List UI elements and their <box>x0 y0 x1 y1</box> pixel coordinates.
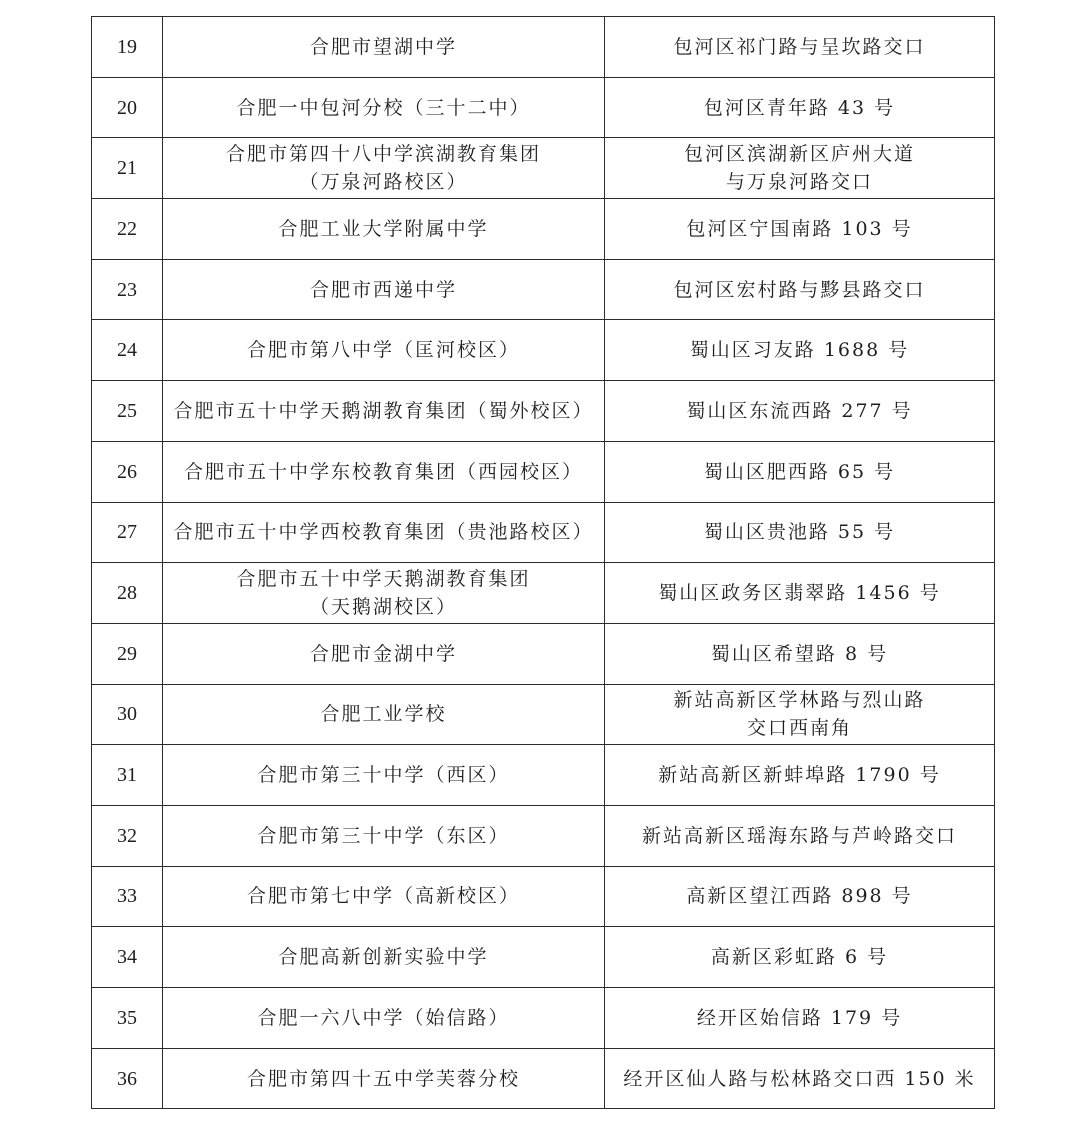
school-name-cell <box>163 1048 605 1109</box>
school-name-line: 合肥市第八中学（匡河校区） <box>246 339 520 362</box>
school-name-cell <box>163 320 605 381</box>
table-row <box>92 805 995 866</box>
school-name-line: 合肥市五十中学东校教育集团（西园校区） <box>183 460 583 483</box>
school-address-line: 蜀山区肥西路 65 号 <box>703 460 896 483</box>
school-name-line: 合肥市第七中学（高新校区） <box>246 885 520 908</box>
school-name-cell <box>163 623 605 684</box>
school-name-line: 合肥市五十中学天鹅湖教育集团 <box>236 568 531 591</box>
school-address-cell <box>605 988 995 1049</box>
school-name-line: 合肥市第三十中学（东区） <box>257 824 510 847</box>
school-address-line: 蜀山区贵池路 55 号 <box>703 521 896 544</box>
table-row <box>92 441 995 502</box>
row-number-cell: 27 <box>92 502 163 563</box>
school-name-line: 合肥市望湖中学 <box>309 35 457 58</box>
school-address-cell <box>605 866 995 927</box>
table-body <box>92 17 995 1109</box>
school-address-table <box>91 16 995 1109</box>
row-number-cell: 21 <box>92 138 163 199</box>
school-address-cell <box>605 320 995 381</box>
row-number-cell: 36 <box>92 1048 163 1109</box>
school-address-line: 与万泉河路交口 <box>725 171 873 194</box>
school-address-line: 包河区祁门路与呈坎路交口 <box>673 35 926 58</box>
table-row <box>92 502 995 563</box>
row-number-cell: 23 <box>92 259 163 320</box>
school-address-cell <box>605 805 995 866</box>
table-row <box>92 684 995 745</box>
school-address-cell <box>605 623 995 684</box>
school-address-cell <box>605 138 995 199</box>
row-number-cell: 32 <box>92 805 163 866</box>
row-number-cell: 33 <box>92 866 163 927</box>
school-name-cell <box>163 138 605 199</box>
school-name-cell <box>163 259 605 320</box>
school-name-cell <box>163 441 605 502</box>
row-number-cell: 22 <box>92 199 163 260</box>
school-address-cell <box>605 259 995 320</box>
school-name-line: 合肥市第四十五中学芙蓉分校 <box>246 1067 520 1090</box>
row-number-cell: 31 <box>92 745 163 806</box>
school-address-line: 包河区宏村路与黟县路交口 <box>673 278 926 301</box>
school-name-line: 合肥市五十中学西校教育集团（贵池路校区） <box>173 521 594 544</box>
school-name-cell <box>163 805 605 866</box>
school-name-line: 合肥市金湖中学 <box>309 642 457 665</box>
school-name-line: 合肥市西递中学 <box>309 278 457 301</box>
school-address-cell <box>605 745 995 806</box>
school-address-line: 经开区仙人路与松林路交口西 150 米 <box>623 1067 976 1090</box>
school-name-line: 合肥一六八中学（始信路） <box>257 1006 510 1029</box>
table-row <box>92 927 995 988</box>
school-name-cell <box>163 684 605 745</box>
table-row <box>92 320 995 381</box>
school-name-line: 合肥市五十中学天鹅湖教育集团（蜀外校区） <box>173 399 594 422</box>
school-name-line: （万泉河路校区） <box>299 171 468 194</box>
school-name-line: 合肥工业大学附属中学 <box>278 217 489 240</box>
row-number-cell: 26 <box>92 441 163 502</box>
table-row <box>92 77 995 138</box>
table-row <box>92 138 995 199</box>
school-name-cell <box>163 866 605 927</box>
school-address-line: 高新区彩虹路 6 号 <box>710 946 889 969</box>
school-name-cell <box>163 17 605 78</box>
school-address-line: 蜀山区东流西路 277 号 <box>686 399 913 422</box>
row-number-cell: 29 <box>92 623 163 684</box>
school-address-line: 高新区望江西路 898 号 <box>686 885 913 908</box>
table-row <box>92 623 995 684</box>
school-address-cell <box>605 199 995 260</box>
school-name-line: 合肥高新创新实验中学 <box>278 946 489 969</box>
school-address-cell <box>605 927 995 988</box>
school-address-line: 包河区滨湖新区庐州大道 <box>683 143 915 166</box>
table-row <box>92 17 995 78</box>
school-address-line: 蜀山区希望路 8 号 <box>710 642 889 665</box>
school-address-cell <box>605 441 995 502</box>
school-address-line: 蜀山区政务区翡翠路 1456 号 <box>658 582 941 605</box>
school-address-cell <box>605 17 995 78</box>
table-row <box>92 1048 995 1109</box>
table-row <box>92 563 995 624</box>
school-address-line: 新站高新区新蚌埠路 1790 号 <box>658 764 941 787</box>
row-number-cell: 34 <box>92 927 163 988</box>
school-address-line: 交口西南角 <box>746 717 852 740</box>
school-address-cell <box>605 563 995 624</box>
school-address-line: 蜀山区习友路 1688 号 <box>689 339 910 362</box>
table-row <box>92 988 995 1049</box>
table-row <box>92 259 995 320</box>
school-address-line: 新站高新区学林路与烈山路 <box>673 689 926 712</box>
row-number-cell: 20 <box>92 77 163 138</box>
school-name-cell <box>163 745 605 806</box>
table-row <box>92 745 995 806</box>
school-name-line: 合肥工业学校 <box>320 703 447 726</box>
school-name-cell <box>163 988 605 1049</box>
school-name-line: 合肥一中包河分校（三十二中） <box>236 96 531 119</box>
row-number-cell: 28 <box>92 563 163 624</box>
school-address-line: 新站高新区瑶海东路与芦岭路交口 <box>641 824 957 847</box>
row-number-cell: 19 <box>92 17 163 78</box>
school-address-cell <box>605 1048 995 1109</box>
school-name-cell <box>163 563 605 624</box>
school-name-cell <box>163 77 605 138</box>
school-name-line: 合肥市第四十八中学滨湖教育集团 <box>225 143 541 166</box>
row-number-cell: 35 <box>92 988 163 1049</box>
school-address-cell <box>605 77 995 138</box>
school-address-line: 经开区始信路 179 号 <box>696 1006 903 1029</box>
school-name-cell <box>163 927 605 988</box>
school-name-cell <box>163 199 605 260</box>
school-name-line: （天鹅湖校区） <box>309 596 457 619</box>
school-address-line: 包河区青年路 43 号 <box>703 96 896 119</box>
school-address-cell <box>605 381 995 442</box>
table-row <box>92 381 995 442</box>
row-number-cell: 24 <box>92 320 163 381</box>
school-name-cell <box>163 381 605 442</box>
table-row <box>92 866 995 927</box>
table-row <box>92 199 995 260</box>
school-name-line: 合肥市第三十中学（西区） <box>257 764 510 787</box>
school-name-cell <box>163 502 605 563</box>
school-address-cell <box>605 684 995 745</box>
row-number-cell: 30 <box>92 684 163 745</box>
row-number-cell: 25 <box>92 381 163 442</box>
school-address-line: 包河区宁国南路 103 号 <box>686 217 913 240</box>
school-address-cell <box>605 502 995 563</box>
